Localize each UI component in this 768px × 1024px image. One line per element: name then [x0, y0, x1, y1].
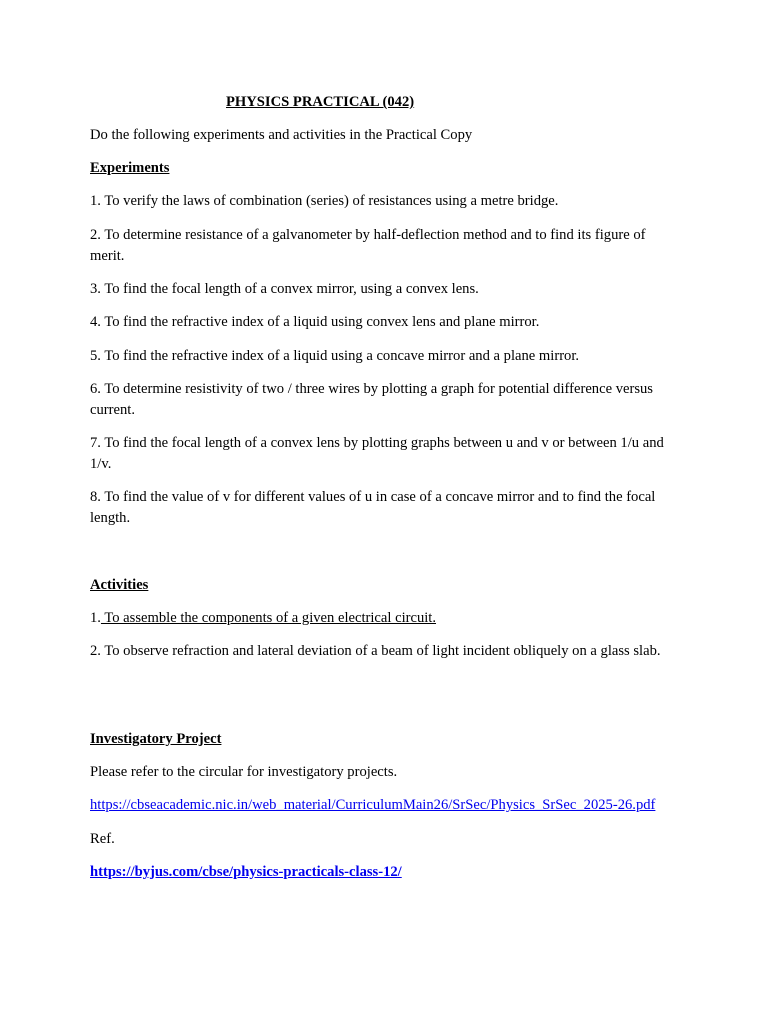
cbse-curriculum-link[interactable]: https://cbseacademic.nic.in/web_material/CurriculumMain26/SrSec/Physics_SrSec_2025-26.pdf	[90, 797, 656, 813]
activity-text: To observe refraction and lateral deviation of a beam of light incident obliquely on a glass slab.	[100, 643, 661, 659]
activity-number: 1.	[90, 610, 101, 626]
experiments-heading: Experiments	[90, 160, 170, 176]
experiment-item: 3. To find the focal length of a convex mirror, using a convex lens.	[90, 281, 479, 297]
activities-heading: Activities	[90, 577, 149, 593]
experiment-item: 2. To determine resistance of a galvanometer by half-deflection method and to find its figure of merit.	[90, 227, 646, 264]
project-heading: Investigatory Project	[90, 731, 222, 747]
experiment-item: 1. To verify the laws of combination (series) of resistances using a metre bridge.	[90, 193, 559, 209]
project-link-line	[90, 795, 690, 816]
project-text: Please refer to the circular for investigatory projects.	[90, 764, 398, 780]
experiment-item: 7. To find the focal length of a convex lens by plotting graphs between u and v or between 1/u and 1/v.	[90, 435, 664, 472]
activity-text: To assemble the components of a given electrical circuit.	[100, 610, 437, 626]
ref-link-line	[90, 862, 682, 883]
experiment-item: 5. To find the refractive index of a liquid using a concave mirror and a plane mirror.	[90, 348, 580, 364]
activity-item	[90, 608, 682, 629]
intro-text: Do the following experiments and activities in the Practical Copy	[90, 127, 473, 143]
experiment-item: 4. To find the refractive index of a liquid using convex lens and plane mirror.	[90, 314, 540, 330]
experiment-item: 8. To find the value of v for different values of u in case of a concave mirror and to find the focal length.	[90, 489, 656, 526]
byjus-practicals-link[interactable]: https://byjus.com/cbse/physics-practicals-class-12/	[90, 864, 402, 880]
ref-label: Ref.	[90, 831, 115, 847]
activity-number: 2.	[90, 643, 101, 659]
experiment-item: 6. To determine resistivity of two / three wires by plotting a graph for potential difference versus current.	[90, 381, 653, 418]
document-title: PHYSICS PRACTICAL (042)	[226, 94, 415, 110]
activity-item	[90, 641, 682, 662]
